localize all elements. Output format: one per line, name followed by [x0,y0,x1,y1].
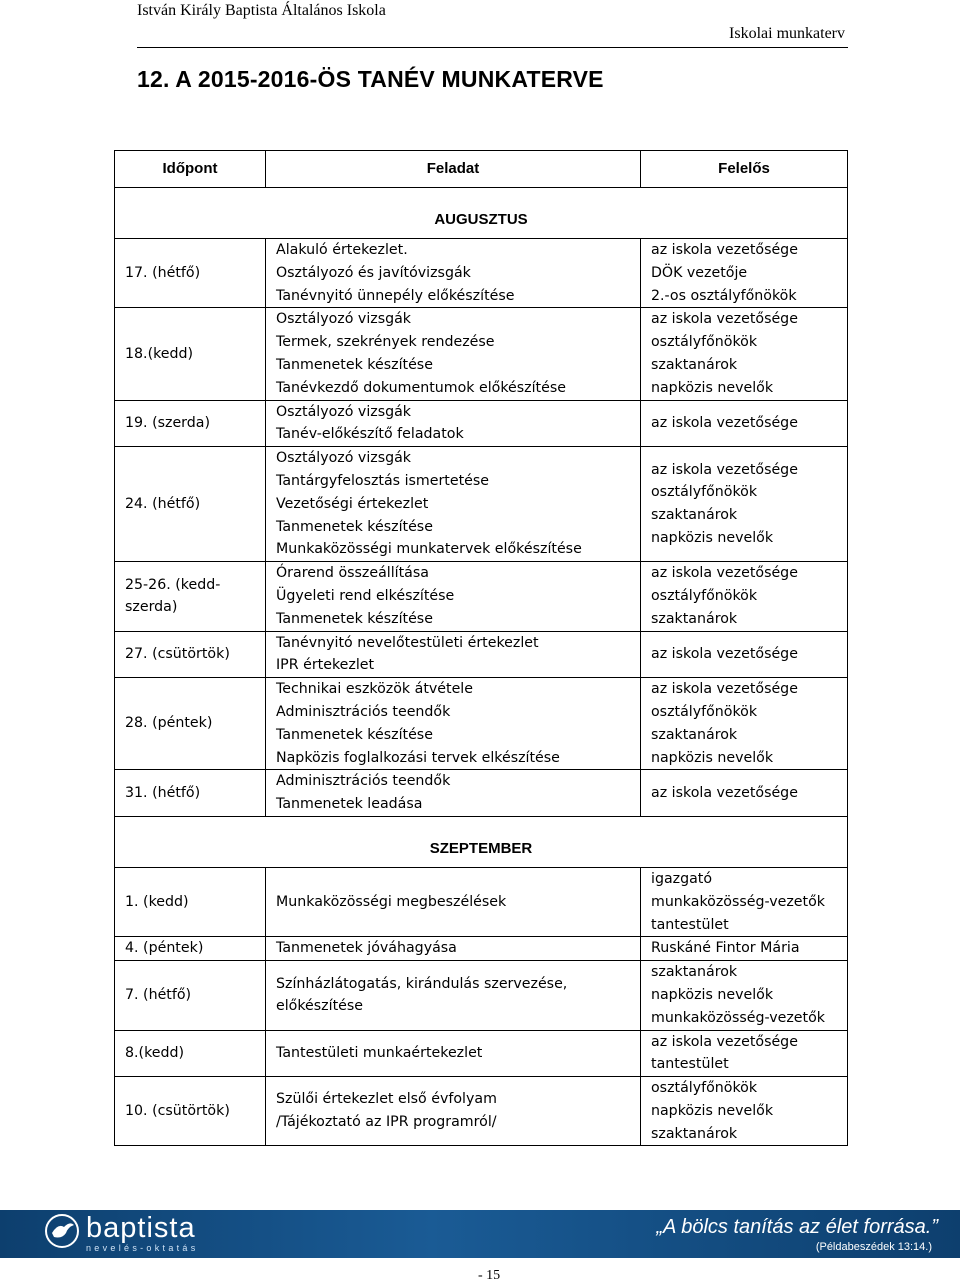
responsible-line: tantestület [651,916,729,933]
month-label-september: SZEPTEMBER [115,816,848,867]
task-line: Tanmenetek készítése [276,610,433,627]
header-school-name: István Király Baptista Általános Iskola [137,2,386,19]
responsible-line: tantestület [651,1056,729,1073]
date-text: 24. (hétfő) [125,495,201,512]
date-text: 31. (hétfő) [125,784,201,801]
responsible-line: igazgató [651,870,713,887]
table-row [115,562,848,631]
responsible-cell [641,678,848,770]
task-line: Tanévnyitó nevelőtestületi értekezlet [276,634,539,651]
task-line: Osztályozó vizsgák [276,311,412,328]
responsible-line: szaktanárok [651,964,738,981]
date-cell [115,308,266,400]
table-row [115,1077,848,1146]
task-line: IPR értekezlet [276,657,375,674]
date-text: 10. (csütörtök) [125,1102,230,1119]
baptista-logo [44,1213,199,1253]
responsible-line: az iskola vezetősége [651,784,798,801]
responsible-cell [641,1077,848,1146]
date-text: 19. (szerda) [125,414,210,431]
table-row [115,239,848,308]
table-row [115,1030,848,1077]
footer-quote: „A bölcs tanítás az élet forrása.” [656,1216,938,1238]
date-text: 4. (péntek) [125,940,204,957]
logo-wordmark: baptista [86,1212,196,1244]
task-line: Ügyeleti rend elkészítése [276,587,455,604]
header-document-name: Iskolai munkaterv [729,25,845,42]
task-cell [266,961,641,1030]
task-line: Tanév-előkészítő feladatok [276,426,464,443]
logo-tagline: nevelés-oktatás [86,1243,199,1253]
table-row [115,961,848,1030]
responsible-cell [641,770,848,817]
task-line: Órarend összeállítása [276,565,429,582]
task-cell [266,937,641,961]
date-cell [115,867,266,936]
table-row [115,937,848,961]
date-text: 7. (hétfő) [125,986,192,1003]
date-cell [115,961,266,1030]
task-line: Tanmenetek készítése [276,726,433,743]
responsible-cell [641,308,848,400]
responsible-line: szaktanárok [651,1125,738,1142]
responsible-line: az iskola vezetősége [651,681,798,698]
task-line: Munkaközösségi munkatervek előkészítése [276,541,582,558]
date-cell [115,400,266,447]
task-cell [266,400,641,447]
responsible-cell [641,631,848,678]
responsible-line: osztályfőnökök [651,587,758,604]
responsible-line: az iskola vezetősége [651,1033,798,1050]
responsible-cell [641,447,848,562]
responsible-line: az iskola vezetősége [651,461,798,478]
responsible-cell [641,867,848,936]
responsible-line: szaktanárok [651,356,738,373]
table-row [115,447,848,562]
task-line: Tantestületi munkaértekezlet [276,1044,483,1061]
page-title: 12. A 2015-2016-ÖS TANÉV MUNKATERVE [137,66,604,92]
task-line: Tanévnyitó ünnepély előkészítése [276,287,515,304]
table-row [115,678,848,770]
task-line: Tanmenetek jóváhagyása [276,940,457,957]
table-row [115,867,848,936]
responsible-line: az iskola vezetősége [651,565,798,582]
date-cell [115,447,266,562]
date-text: 17. (hétfő) [125,264,201,281]
task-line: Tanmenetek készítése [276,518,433,535]
task-line: Osztályozó és javítóvizsgák [276,264,471,281]
responsible-line: napközis nevelők [651,379,774,396]
responsible-cell [641,961,848,1030]
responsible-line: napközis nevelők [651,749,774,766]
date-text: 8.(kedd) [125,1044,185,1061]
date-text: 28. (péntek) [125,715,213,732]
task-cell [266,1077,641,1146]
date-cell [115,631,266,678]
responsible-line: munkaközösség-vezetők [651,1009,825,1026]
column-header-date: Időpont [115,151,266,188]
task-cell [266,631,641,678]
responsible-line: napközis nevelők [651,1102,774,1119]
task-cell [266,1030,641,1077]
responsible-cell [641,400,848,447]
responsible-cell [641,937,848,961]
responsible-cell [641,562,848,631]
page-number: - 15 [478,1268,501,1283]
task-cell [266,867,641,936]
task-line: Színházlátogatás, kirándulás szervezése, előkészítése [276,975,568,1015]
table-row [115,770,848,817]
task-cell [266,562,641,631]
responsible-cell [641,1030,848,1077]
table-row [115,631,848,678]
responsible-line: osztályfőnökök [651,703,758,720]
responsible-line: az iskola vezetősége [651,414,798,431]
task-line: Osztályozó vizsgák [276,450,412,467]
table-header-row [115,151,848,188]
task-line: Szülői értekezlet első évfolyam [276,1091,497,1108]
date-cell [115,770,266,817]
responsible-line: Ruskáné Fintor Mária [651,940,800,957]
responsible-line: szaktanárok [651,507,738,524]
responsible-cell [641,239,848,308]
task-cell [266,239,641,308]
responsible-line: DÖK vezetője [651,264,748,281]
footer-quote-reference: (Példabeszédek 13:14.) [815,1241,932,1253]
dove-logo-icon [44,1213,80,1249]
date-cell [115,562,266,631]
task-line: Termek, szekrények rendezése [276,334,495,351]
table-row [115,308,848,400]
responsible-line: napközis nevelők [651,529,774,546]
task-cell [266,770,641,817]
task-line: Osztályozó vizsgák [276,403,412,420]
task-line: /Tájékoztató az IPR programról/ [276,1114,497,1131]
column-header-responsible: Felelős [641,151,848,188]
table-row [115,400,848,447]
task-line: Alakuló értekezlet. [276,242,408,258]
responsible-line: szaktanárok [651,610,738,627]
date-text: 18.(kedd) [125,345,194,362]
month-label-august: AUGUSZTUS [115,188,848,239]
month-row-september [115,816,848,867]
responsible-line: 2.-os osztályfőnökök [651,287,797,304]
task-line: Tanévkezdő dokumentumok előkészítése [276,379,566,396]
responsible-line: munkaközösség-vezetők [651,893,825,910]
task-cell [266,447,641,562]
task-line: Tantárgyfelosztás ismertetése [276,472,490,489]
date-cell [115,937,266,961]
task-cell [266,678,641,770]
header-divider [137,47,848,48]
date-text: 25-26. (kedd-szerda) [125,576,221,616]
date-cell [115,239,266,308]
work-plan-table [114,150,848,1146]
task-line: Tanmenetek készítése [276,356,433,373]
task-line: Adminisztrációs teendők [276,773,451,790]
responsible-line: az iskola vezetősége [651,645,798,662]
responsible-line: osztályfőnökök [651,334,758,351]
task-cell [266,308,641,400]
responsible-line: szaktanárok [651,726,738,743]
date-cell [115,1077,266,1146]
task-line: Vezetőségi értekezlet [276,495,429,512]
month-row-august [115,188,848,239]
responsible-line: napközis nevelők [651,986,774,1003]
task-line: Adminisztrációs teendők [276,703,451,720]
date-text: 1. (kedd) [125,893,189,910]
task-line: Napközis foglalkozási tervek elkészítése [276,749,560,766]
task-line: Munkaközösségi megbeszélések [276,893,507,910]
column-header-task: Feladat [266,151,641,188]
responsible-line: az iskola vezetősége [651,242,798,258]
date-cell [115,678,266,770]
responsible-line: osztályfőnökök [651,1080,758,1097]
date-text: 27. (csütörtök) [125,645,230,662]
task-line: Technikai eszközök átvétele [276,681,473,698]
responsible-line: osztályfőnökök [651,484,758,501]
date-cell [115,1030,266,1077]
responsible-line: az iskola vezetősége [651,311,798,328]
task-line: Tanmenetek leadása [276,796,423,813]
